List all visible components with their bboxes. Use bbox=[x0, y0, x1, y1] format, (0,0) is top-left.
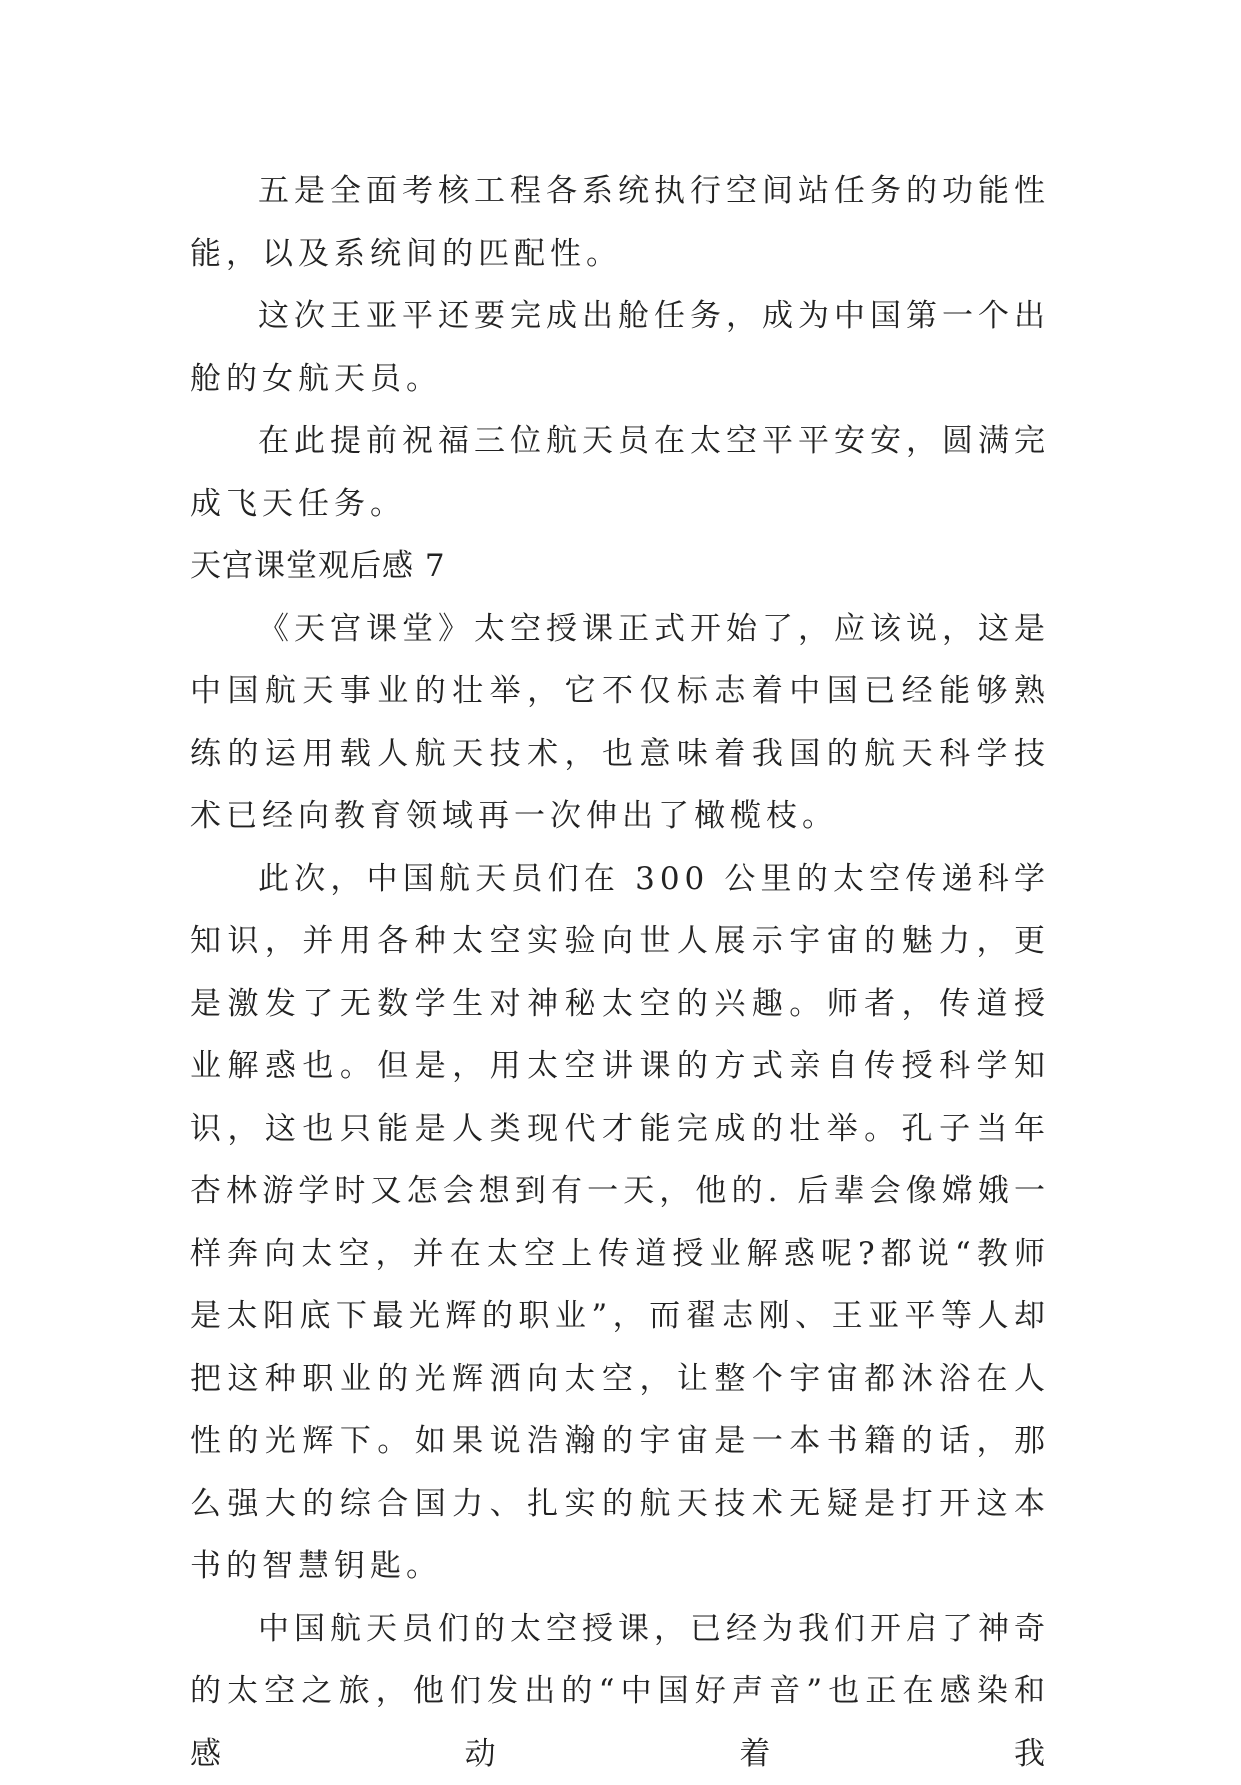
section-paragraph-1: 《天宫课堂》太空授课正式开始了，应该说，这是中国航天事业的壮举，它不仅标志着中国已经能够熟练的运用载人航天技术，也意味着我国的航天科学技术已经向教育领域再一次伸出了橄榄枝。 bbox=[190, 598, 1050, 848]
section-paragraph-3: 中国航天员们的太空授课，已经为我们开启了神奇的太空之旅，他们发出的“中国好声音”也正在感染和感动着我 bbox=[190, 1598, 1050, 1785]
section-title: 天宫课堂观后感 7 bbox=[190, 535, 1050, 598]
paragraph-2: 这次王亚平还要完成出舱任务，成为中国第一个出舱的女航天员。 bbox=[190, 285, 1050, 410]
document-body bbox=[190, 160, 1050, 1785]
paragraph-3: 在此提前祝福三位航天员在太空平平安安，圆满完成飞天任务。 bbox=[190, 410, 1050, 535]
section-paragraph-2: 此次，中国航天员们在 300 公里的太空传递科学知识，并用各种太空实验向世人展示宇宙的魅力，更是激发了无数学生对神秘太空的兴趣。师者，传道授业解惑也。但是，用太空讲课的方式亲自传授科学知识，这也只能是人类现代才能完成的壮举。孔子当年杏林游学时又怎会想到有一天，他的. 后辈会像嫦娥一样奔向太空，并在太空上传道授业解惑呢?都说“教师是太阳底下最光辉的职业”，而翟志刚、王亚平等人却把这种职业的光辉洒向太空，让整个宇宙都沐浴在人性的光辉下。如果说浩瀚的宇宙是一本书籍的话，那么强大的综合国力、扎实的航天技术无疑是打开这本书的智慧钥匙。 bbox=[190, 848, 1050, 1598]
paragraph-1: 五是全面考核工程各系统执行空间站任务的功能性能，以及系统间的匹配性。 bbox=[190, 160, 1050, 285]
